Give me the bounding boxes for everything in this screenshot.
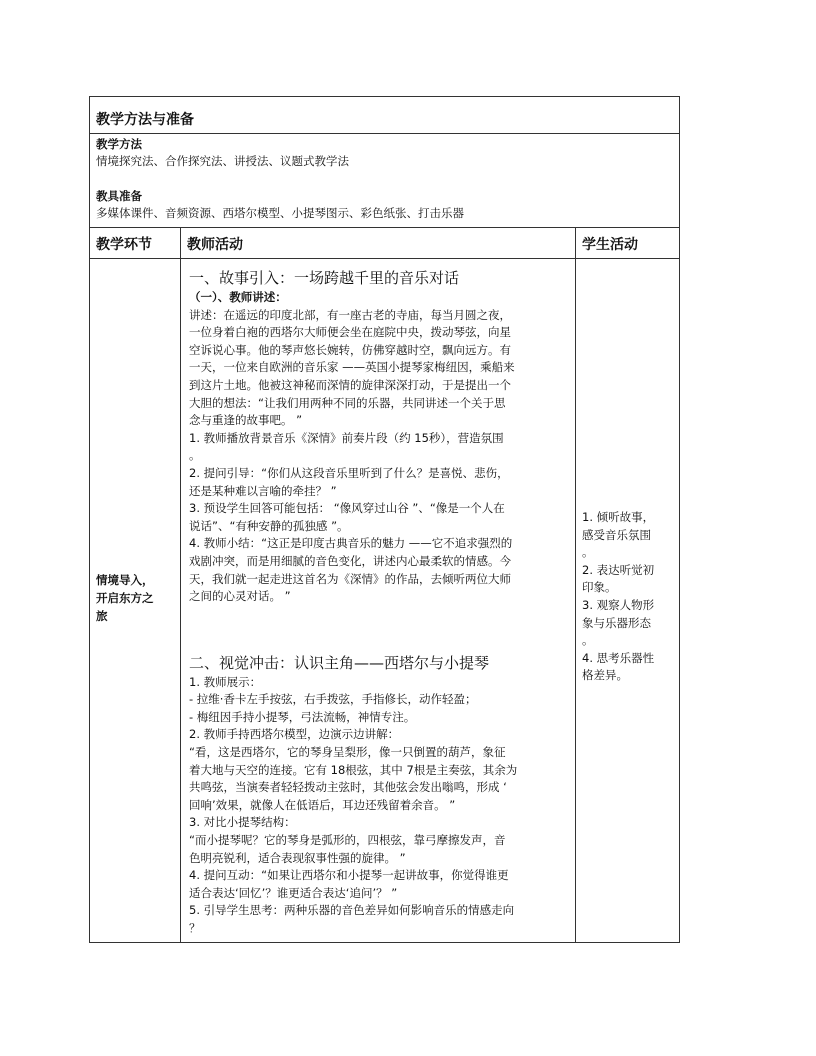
header-student-cell	[576, 228, 680, 259]
part1-text-line: 空诉说心事。他的琴声悠长婉转，仿佛穿越时空，飘向远方。有	[189, 342, 511, 357]
header-teacher-cell	[181, 228, 576, 259]
part1-text-line: 到这片土地。他被这神秘而深情的旋律深深打动，于是提出一个	[189, 377, 511, 392]
part2-text-line: 4. 提问互动：“如果让西塔尔和小提琴一起讲故事，你觉得谁更	[189, 868, 509, 883]
part2-text-line: 5. 引导学生思考：两种乐器的音色差异如何影响音乐的情感走向	[189, 903, 515, 918]
student-activity-line: 1. 倾听故事，	[582, 510, 655, 524]
part1-text-line: 念与重逢的故事吧。 ”	[189, 413, 303, 428]
part2-text-line: 共鸣弦，当演奏者轻轻拨动主弦时，其他弦会发出嗡鸣，形成 ‘	[189, 780, 507, 795]
part1-title: 一、故事引入：一场跨越千里的音乐对话	[189, 269, 460, 287]
teacher-activity-cell	[181, 259, 576, 943]
stage-line: 开启东方之	[96, 591, 154, 605]
header-stage-cell	[90, 228, 181, 259]
materials-text: 多媒体课件、音频资源、西塔尔模型、小提琴图示、彩色纸张、打击乐器	[96, 206, 464, 220]
part1-text-line: 说话”、“有种安静的孤独感 ”。	[189, 518, 349, 533]
part2-text-line: - 拉维·香卡左手按弦，右手拨弦，手指修长，动作轻盈；	[189, 692, 477, 707]
student-activity-line: 。	[582, 545, 594, 560]
methods-heading: 教学方法	[96, 137, 142, 151]
student-activity-line: 感受音乐氛围	[582, 527, 651, 542]
preparation-cell	[90, 134, 680, 228]
section-title: 教学方法与准备	[96, 112, 194, 128]
part1-text-line: 大胆的想法：“让我们用两种不同的乐器，共同讲述一个关于思	[189, 395, 506, 410]
materials-heading: 教具准备	[96, 189, 142, 203]
part2-text-line: 着大地与天空的连接。它有 18根弦，其中 7根是主奏弦，其余为	[189, 762, 518, 777]
student-activity-line: 2. 表达听觉初	[582, 562, 655, 577]
part2-text-line: 3. 对比小提琴结构：	[189, 815, 296, 830]
part2-text-line: “而小提琴呢？它的琴身是弧形的，四根弦，靠弓摩擦发声，音	[189, 833, 506, 848]
header-student: 学生活动	[582, 237, 638, 253]
part1-text-line: 一天，一位来自欧洲的音乐家 ——英国小提琴家梅纽因，乘船来	[189, 360, 515, 375]
part1-text-line: 戏剧冲突，而是用细腻的音色变化，讲述内心最柔软的情感。今	[189, 553, 511, 568]
student-activity-line: 格差异。	[582, 668, 628, 683]
student-activity-line: 印象。	[582, 580, 617, 595]
student-activity-line: 。	[582, 633, 594, 648]
methods-text: 情境探究法、合作探究法、讲授法、议题式教学法	[96, 154, 349, 168]
part2-text-line: - 梅纽因手持小提琴，弓法流畅，神情专注。	[189, 709, 416, 724]
section-title-cell	[90, 97, 680, 134]
part2-text-line: 适合表达‘回忆’？谁更适合表达‘追问’？ ”	[189, 885, 398, 900]
part2-text-line: ？	[189, 921, 201, 935]
part2-text-line: “看，这是西塔尔，它的琴身呈梨形，像一只倒置的葫芦，象征	[189, 745, 506, 760]
stage-cell	[90, 259, 181, 943]
student-activity-list	[576, 259, 679, 685]
part1-text-line: 之间的心灵对话。 ”	[189, 589, 291, 604]
part1-text-line: 。	[189, 448, 201, 463]
lesson-plan-page	[89, 96, 679, 943]
part1-text-line: 2. 提问引导：“你们从这段音乐里听到了什么？是喜悦、悲伤，	[189, 465, 509, 480]
part1-text-line: 天，我们就一起走进这首名为《深情》的作品，去倾听两位大师	[189, 571, 511, 586]
stage-line: 旅	[96, 609, 108, 623]
part1-body	[189, 307, 569, 606]
student-activity-line: 4. 思考乐器性	[582, 650, 655, 665]
header-stage: 教学环节	[96, 237, 152, 253]
student-activity-cell	[576, 259, 680, 943]
part1-text-line: 4. 教师小结：“这正是印度古典音乐的魅力 ——它不追求强烈的	[189, 536, 513, 551]
part2-text-line: 2. 教师手持西塔尔模型，边演示边讲解：	[189, 727, 400, 742]
part1-text-line: 3. 预设学生回答可能包括： “像风穿过山谷 ”、“像是一个人在	[189, 501, 505, 516]
part1-text-line: 一位身着白袍的西塔尔大师便会坐在庭院中央，拨动琴弦，向星	[189, 325, 511, 340]
student-activity-line: 象与乐器形态	[582, 615, 651, 630]
student-activity-line: 3. 观察人物形	[582, 597, 655, 612]
part2-text-line: 1. 教师展示：	[189, 674, 262, 689]
part2-title: 二、视觉冲击：认识主角——西塔尔与小提琴	[189, 653, 490, 672]
part1-text-line: 讲述：在遥远的印度北部，有一座古老的寺庙，每当月圆之夜，	[189, 307, 511, 322]
part2-text-line: 色明亮锐利，适合表现叙事性强的旋律。 ”	[189, 850, 406, 865]
part2-text-line: 回响’效果，就像人在低语后，耳边还残留着余音。 ”	[189, 797, 456, 812]
stage-line: 情境导入，	[96, 573, 154, 587]
part1-subtitle: （一）、教师讲述：	[189, 290, 287, 304]
lesson-plan-table	[89, 96, 680, 943]
part2-body	[189, 674, 569, 938]
part1-text-line: 还是某种难以言喻的牵挂？ ”	[189, 483, 337, 498]
header-teacher: 教师活动	[187, 237, 243, 253]
part1-text-line: 1. 教师播放背景音乐《深情》前奏片段（约 15秒），营造氛围	[189, 430, 504, 445]
